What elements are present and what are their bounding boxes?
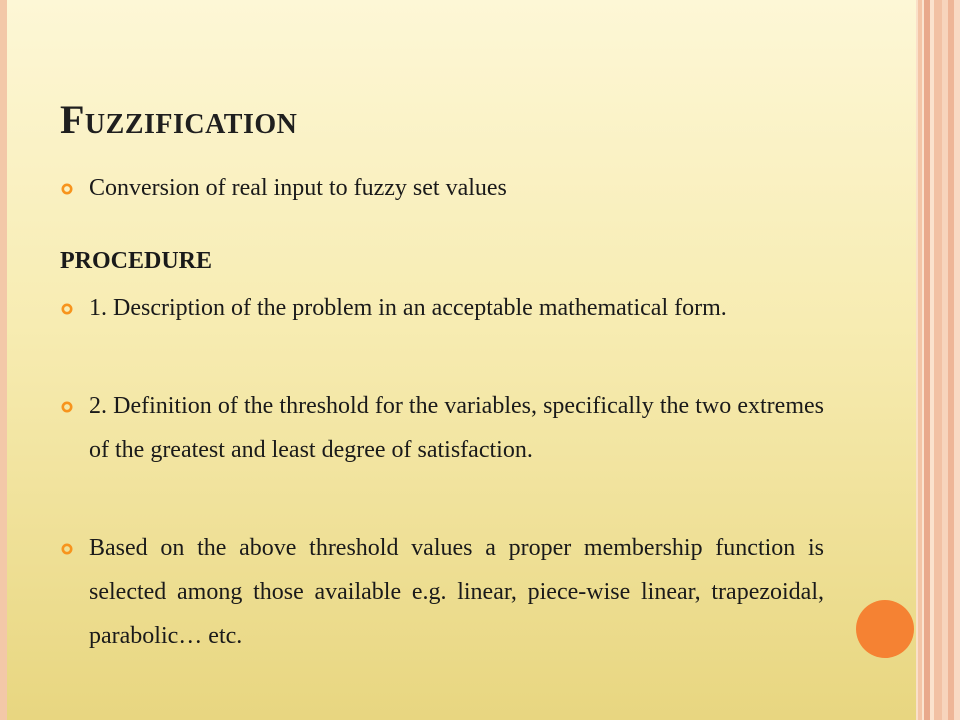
ring-bullet-icon	[61, 543, 73, 555]
ring-bullet-icon	[61, 303, 73, 315]
procedure-step-2: 2. Definition of the threshold for the variables, specifically the two extremes of the greatest and least degree of satisfaction.	[89, 393, 824, 463]
section-heading: PROCEDURE	[60, 248, 213, 274]
ring-bullet-icon	[61, 183, 73, 195]
ring-bullet-icon	[61, 401, 73, 413]
orange-circle-decoration	[856, 600, 914, 658]
intro-bullet-text: Conversion of real input to fuzzy set values	[89, 175, 507, 201]
right-decorative-bars	[916, 0, 960, 720]
procedure-step-1: 1. Description of the problem in an acceptable mathematical form.	[89, 295, 727, 321]
membership-function-bullet: Based on the above threshold values a proper membership function is selected among those available e.g. linear, piece-wise linear, trapezoidal, parabolic… etc.	[89, 535, 824, 649]
slide-title: Fuzzification	[60, 97, 298, 142]
left-edge-stripe	[0, 0, 7, 720]
